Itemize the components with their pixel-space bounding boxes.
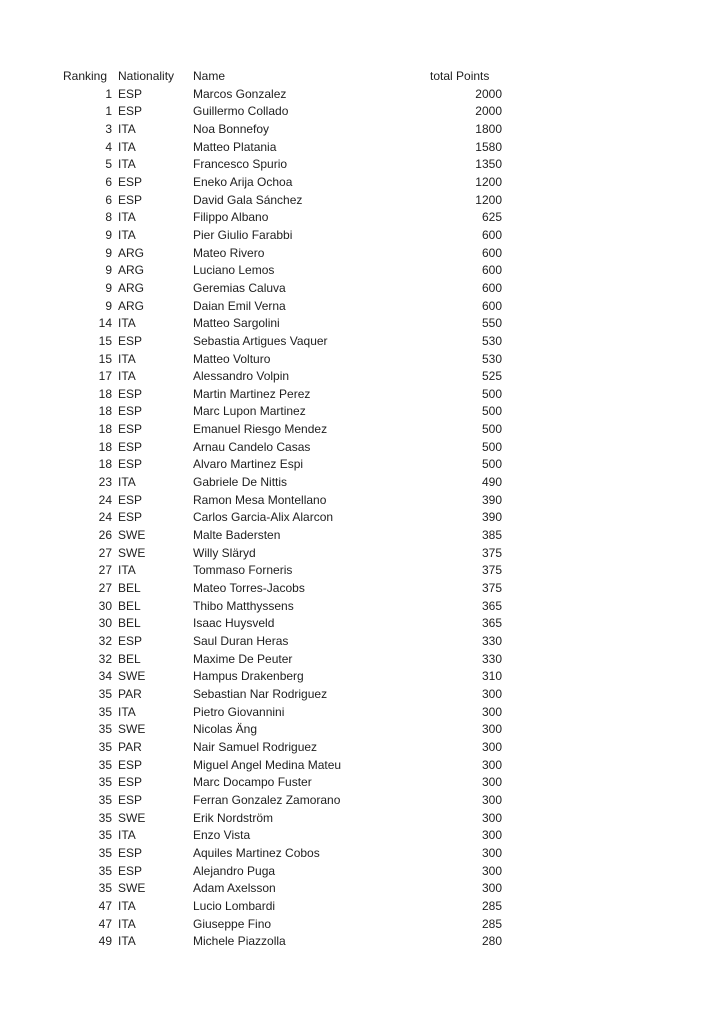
cell-name: Malte Badersten — [193, 528, 281, 543]
cell-ranking: 18 — [98, 404, 112, 419]
cell-total-points: 600 — [481, 245, 502, 260]
cell-total-points: 490 — [481, 475, 502, 490]
cell-total-points: 1200 — [475, 174, 502, 189]
cell-name: Giuseppe Fino — [193, 916, 272, 931]
cell-name: Alessandro Volpin — [193, 369, 290, 384]
table-body — [63, 86, 503, 951]
cell-total-points: 300 — [481, 828, 502, 843]
cell-total-points: 500 — [481, 457, 502, 472]
cell-ranking: 6 — [105, 174, 112, 189]
cell-ranking: 8 — [105, 210, 112, 225]
cell-name: Isaac Huysveld — [193, 616, 275, 631]
cell-name: Sebastian Nar Rodriguez — [193, 686, 328, 701]
table-row — [63, 386, 503, 404]
table-row — [63, 403, 503, 421]
cell-name: Matteo Sargolini — [193, 316, 280, 331]
cell-ranking: 47 — [98, 916, 112, 931]
cell-nationality: ITA — [118, 227, 136, 242]
cell-ranking: 35 — [98, 757, 112, 772]
table-row — [63, 686, 503, 704]
ranking-table — [63, 68, 503, 951]
cell-total-points: 300 — [481, 775, 502, 790]
cell-nationality: BEL — [118, 651, 141, 666]
cell-name: Guillermo Collado — [193, 104, 289, 119]
cell-ranking: 35 — [98, 863, 112, 878]
cell-ranking: 17 — [98, 369, 112, 384]
cell-total-points: 600 — [481, 280, 502, 295]
table-row — [63, 351, 503, 369]
cell-total-points: 385 — [481, 528, 502, 543]
table-row — [63, 192, 503, 210]
cell-total-points: 390 — [481, 510, 502, 525]
cell-name: Miguel Angel Medina Mateu — [193, 757, 342, 772]
cell-name: Michele Piazzolla — [193, 934, 286, 949]
table-row — [63, 739, 503, 757]
cell-name: Hampus Drakenberg — [193, 669, 304, 684]
cell-total-points: 280 — [481, 934, 502, 949]
table-row — [63, 333, 503, 351]
table-row — [63, 651, 503, 669]
cell-total-points: 285 — [481, 916, 502, 931]
cell-ranking: 15 — [98, 351, 112, 366]
cell-nationality: ESP — [118, 845, 143, 860]
table-row — [63, 139, 503, 157]
cell-total-points: 1800 — [475, 121, 502, 136]
cell-total-points: 375 — [481, 581, 502, 596]
cell-ranking: 18 — [98, 439, 112, 454]
cell-nationality: ITA — [118, 139, 136, 154]
cell-total-points: 375 — [481, 563, 502, 578]
cell-name: Matteo Volturo — [193, 351, 271, 366]
cell-nationality: ITA — [118, 316, 136, 331]
cell-nationality: ARG — [118, 298, 145, 313]
table-row — [63, 774, 503, 792]
cell-name: Gabriele De Nittis — [193, 475, 288, 490]
table-row — [63, 615, 503, 633]
cell-name: Alvaro Martinez Espi — [193, 457, 304, 472]
cell-total-points: 285 — [481, 898, 502, 913]
cell-total-points: 300 — [481, 757, 502, 772]
cell-name: Marc Docampo Fuster — [193, 775, 312, 790]
cell-ranking: 4 — [105, 139, 112, 154]
column-header-name: Name — [193, 69, 226, 83]
table-row — [63, 545, 503, 563]
cell-nationality: ESP — [118, 86, 143, 101]
cell-name: Alejandro Puga — [193, 863, 276, 878]
table-row — [63, 421, 503, 439]
cell-total-points: 600 — [481, 263, 502, 278]
cell-nationality: SWE — [118, 810, 146, 825]
cell-name: Mateo Rivero — [193, 245, 265, 260]
cell-ranking: 35 — [98, 722, 112, 737]
cell-total-points: 2000 — [475, 104, 502, 119]
table-row — [63, 721, 503, 739]
cell-ranking: 9 — [105, 245, 112, 260]
cell-name: Nicolas Äng — [193, 722, 258, 737]
cell-nationality: ITA — [118, 210, 136, 225]
cell-ranking: 27 — [98, 563, 112, 578]
cell-ranking: 18 — [98, 386, 112, 401]
cell-ranking: 30 — [98, 616, 112, 631]
cell-name: Marc Lupon Martinez — [193, 404, 306, 419]
cell-ranking: 35 — [98, 881, 112, 896]
cell-ranking: 35 — [98, 775, 112, 790]
table-row — [63, 509, 503, 527]
cell-ranking: 49 — [98, 934, 112, 949]
cell-total-points: 390 — [481, 492, 502, 507]
cell-name: Sebastia Artigues Vaquer — [193, 333, 328, 348]
table-row — [63, 633, 503, 651]
cell-name: Ramon Mesa Montellano — [193, 492, 327, 507]
column-header-ranking: Ranking — [63, 69, 108, 83]
cell-name: Nair Samuel Rodriguez — [193, 739, 318, 754]
cell-ranking: 15 — [98, 333, 112, 348]
cell-name: Francesco Spurio — [193, 157, 288, 172]
cell-nationality: ITA — [118, 351, 136, 366]
cell-name: David Gala Sánchez — [193, 192, 303, 207]
cell-nationality: ARG — [118, 245, 145, 260]
cell-nationality: ESP — [118, 174, 143, 189]
table-row — [63, 86, 503, 104]
column-header-nationality: Nationality — [118, 69, 175, 83]
cell-ranking: 18 — [98, 457, 112, 472]
cell-name: Enzo Vista — [193, 828, 251, 843]
cell-ranking: 9 — [105, 280, 112, 295]
table-row — [63, 439, 503, 457]
cell-nationality: ESP — [118, 439, 143, 454]
cell-ranking: 27 — [98, 545, 112, 560]
cell-nationality: BEL — [118, 598, 141, 613]
cell-name: Lucio Lombardi — [193, 898, 276, 913]
table-row — [63, 810, 503, 828]
cell-nationality: ITA — [118, 828, 136, 843]
table-row — [63, 315, 503, 333]
table-row — [63, 209, 503, 227]
table-row — [63, 262, 503, 280]
cell-ranking: 35 — [98, 686, 112, 701]
cell-nationality: ESP — [118, 510, 143, 525]
table-row — [63, 863, 503, 881]
cell-ranking: 26 — [98, 528, 112, 543]
cell-total-points: 500 — [481, 386, 502, 401]
cell-total-points: 365 — [481, 598, 502, 613]
cell-ranking: 9 — [105, 263, 112, 278]
cell-total-points: 525 — [481, 369, 502, 384]
cell-total-points: 600 — [481, 227, 502, 242]
table-row — [63, 933, 503, 951]
cell-name: Pietro Giovannini — [193, 704, 285, 719]
table-row — [63, 492, 503, 510]
table-row — [63, 757, 503, 775]
cell-total-points: 1350 — [475, 157, 502, 172]
table-row — [63, 580, 503, 598]
cell-nationality: ESP — [118, 457, 143, 472]
cell-total-points: 300 — [481, 704, 502, 719]
cell-name: Daian Emil Verna — [193, 298, 286, 313]
cell-total-points: 300 — [481, 686, 502, 701]
cell-name: Ferran Gonzalez Zamorano — [193, 792, 341, 807]
cell-name: Pier Giulio Farabbi — [193, 227, 293, 242]
cell-nationality: ESP — [118, 492, 143, 507]
cell-nationality: ESP — [118, 792, 143, 807]
cell-ranking: 24 — [98, 492, 112, 507]
table-row — [63, 880, 503, 898]
cell-ranking: 9 — [105, 227, 112, 242]
cell-name: Adam Axelsson — [193, 881, 276, 896]
cell-nationality: SWE — [118, 528, 146, 543]
cell-nationality: ITA — [118, 475, 136, 490]
table-header-row — [63, 68, 503, 86]
table-row — [63, 898, 503, 916]
cell-nationality: ITA — [118, 563, 136, 578]
table-row — [63, 245, 503, 263]
cell-nationality: BEL — [118, 616, 141, 631]
cell-nationality: ESP — [118, 333, 143, 348]
cell-total-points: 310 — [481, 669, 502, 684]
cell-nationality: ITA — [118, 704, 136, 719]
table-row — [63, 280, 503, 298]
cell-name: Thibo Matthyssens — [193, 598, 294, 613]
cell-nationality: ITA — [118, 916, 136, 931]
table-row — [63, 474, 503, 492]
cell-ranking: 32 — [98, 651, 112, 666]
cell-ranking: 35 — [98, 704, 112, 719]
cell-name: Marcos Gonzalez — [193, 86, 287, 101]
cell-name: Martin Martinez Perez — [193, 386, 311, 401]
cell-name: Aquiles Martinez Cobos — [193, 845, 320, 860]
cell-nationality: PAR — [118, 686, 142, 701]
cell-ranking: 35 — [98, 828, 112, 843]
cell-ranking: 6 — [105, 192, 112, 207]
cell-ranking: 14 — [98, 316, 112, 331]
cell-ranking: 47 — [98, 898, 112, 913]
table-row — [63, 227, 503, 245]
cell-name: Emanuel Riesgo Mendez — [193, 422, 328, 437]
cell-total-points: 2000 — [475, 86, 502, 101]
cell-nationality: ESP — [118, 422, 143, 437]
table-row — [63, 456, 503, 474]
cell-ranking: 18 — [98, 422, 112, 437]
cell-nationality: SWE — [118, 669, 146, 684]
cell-name: Willy Släryd — [193, 545, 256, 560]
cell-nationality: ITA — [118, 121, 136, 136]
table-row — [63, 792, 503, 810]
cell-ranking: 3 — [105, 121, 112, 136]
cell-ranking: 32 — [98, 634, 112, 648]
cell-total-points: 330 — [481, 634, 502, 648]
cell-total-points: 300 — [481, 722, 502, 737]
cell-nationality: ESP — [118, 634, 143, 648]
cell-total-points: 300 — [481, 863, 502, 878]
cell-ranking: 34 — [98, 669, 112, 684]
cell-ranking: 35 — [98, 845, 112, 860]
table-row — [63, 916, 503, 934]
cell-total-points: 365 — [481, 616, 502, 631]
table-row — [63, 174, 503, 192]
cell-ranking: 23 — [98, 475, 112, 490]
cell-name: Arnau Candelo Casas — [193, 439, 311, 454]
cell-total-points: 500 — [481, 439, 502, 454]
cell-ranking: 1 — [105, 86, 112, 101]
cell-ranking: 24 — [98, 510, 112, 525]
table-row — [63, 527, 503, 545]
cell-ranking: 9 — [105, 298, 112, 313]
cell-total-points: 330 — [481, 651, 502, 666]
cell-nationality: ARG — [118, 263, 145, 278]
cell-nationality: ITA — [118, 898, 136, 913]
table-row — [63, 845, 503, 863]
cell-name: Maxime De Peuter — [193, 651, 293, 666]
cell-nationality: ITA — [118, 157, 136, 172]
cell-total-points: 1200 — [475, 192, 502, 207]
cell-ranking: 35 — [98, 792, 112, 807]
cell-nationality: ITA — [118, 934, 136, 949]
cell-ranking: 27 — [98, 581, 112, 596]
cell-nationality: PAR — [118, 739, 142, 754]
cell-name: Noa Bonnefoy — [193, 121, 270, 136]
cell-total-points: 625 — [481, 210, 502, 225]
cell-ranking: 35 — [98, 739, 112, 754]
cell-total-points: 300 — [481, 810, 502, 825]
cell-name: Luciano Lemos — [193, 263, 275, 278]
table-row — [63, 298, 503, 316]
cell-ranking: 30 — [98, 598, 112, 613]
table-row — [63, 562, 503, 580]
cell-name: Mateo Torres-Jacobs — [193, 581, 305, 596]
cell-total-points: 300 — [481, 739, 502, 754]
cell-total-points: 300 — [481, 845, 502, 860]
cell-ranking: 5 — [105, 157, 112, 172]
cell-name: Geremias Caluva — [193, 280, 286, 295]
cell-total-points: 550 — [481, 316, 502, 331]
table-row — [63, 103, 503, 121]
cell-total-points: 530 — [481, 351, 502, 366]
table-row — [63, 121, 503, 139]
cell-nationality: ESP — [118, 104, 143, 119]
cell-nationality: ESP — [118, 775, 143, 790]
cell-ranking: 35 — [98, 810, 112, 825]
table-row — [63, 827, 503, 845]
table-row — [63, 704, 503, 722]
cell-nationality: BEL — [118, 581, 141, 596]
cell-nationality: ESP — [118, 404, 143, 419]
cell-name: Tommaso Forneris — [193, 563, 293, 578]
cell-name: Erik Nordström — [193, 810, 274, 825]
cell-name: Carlos Garcia-Alix Alarcon — [193, 510, 334, 525]
cell-total-points: 500 — [481, 422, 502, 437]
cell-nationality: ESP — [118, 386, 143, 401]
cell-nationality: ITA — [118, 369, 136, 384]
table-row — [63, 668, 503, 686]
cell-nationality: SWE — [118, 545, 146, 560]
cell-total-points: 600 — [481, 298, 502, 313]
cell-ranking: 1 — [105, 104, 112, 119]
cell-name: Matteo Platania — [193, 139, 277, 154]
cell-nationality: ESP — [118, 192, 143, 207]
cell-name: Eneko Arija Ochoa — [193, 174, 293, 189]
cell-nationality: ESP — [118, 863, 143, 878]
table-row — [63, 598, 503, 616]
cell-total-points: 300 — [481, 881, 502, 896]
cell-name: Filippo Albano — [193, 210, 269, 225]
cell-total-points: 530 — [481, 333, 502, 348]
column-header-total-points: total Points — [430, 69, 490, 83]
cell-total-points: 500 — [481, 404, 502, 419]
cell-nationality: ESP — [118, 757, 143, 772]
cell-total-points: 300 — [481, 792, 502, 807]
cell-total-points: 375 — [481, 545, 502, 560]
table-row — [63, 368, 503, 386]
cell-total-points: 1580 — [475, 139, 502, 154]
cell-nationality: ARG — [118, 280, 145, 295]
cell-name: Saul Duran Heras — [193, 634, 289, 648]
cell-nationality: SWE — [118, 881, 146, 896]
cell-nationality: SWE — [118, 722, 146, 737]
table-row — [63, 156, 503, 174]
